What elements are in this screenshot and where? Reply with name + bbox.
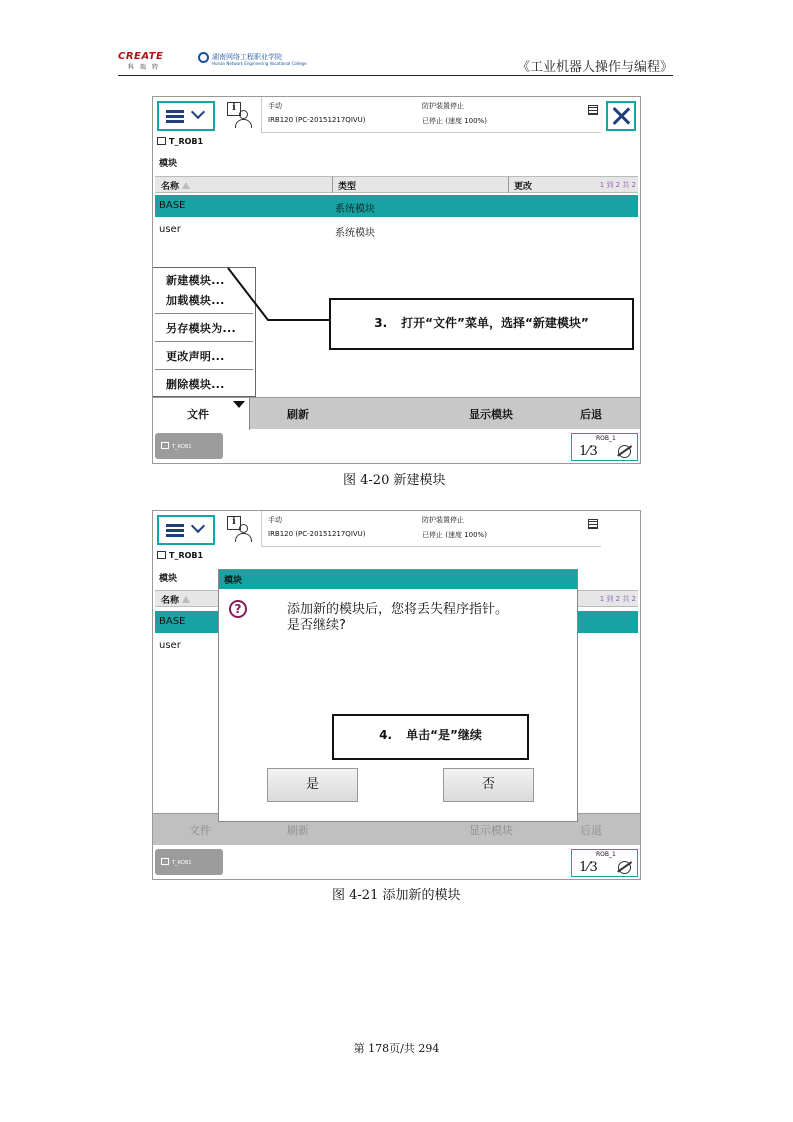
column-changed-header[interactable]: 更改 [514,182,533,192]
task-button[interactable]: T_ROB1 [155,849,223,875]
callout1-leader [228,268,329,320]
callout-step-3: 3. 打开“文件”菜单，选择“新建模块” [329,298,634,350]
safety-text: 防护装置停止 [422,516,464,524]
hamburger-icon [166,524,184,537]
menu-item-save-module-as[interactable]: 另存模块为... [166,322,236,335]
show-module-button[interactable]: 显示模块 [469,824,513,837]
flexpendant-screenshot-add-module-dialog [152,510,641,880]
menu-item-change-declaration[interactable]: 更改声明... [166,350,225,363]
page-number: 第 178页/共 294 [353,1042,440,1055]
pager-text: 1 到 2 共 2 [599,595,636,603]
task-bar [153,847,640,880]
back-button[interactable]: 后退 [580,824,602,837]
figure-caption: 图 4-21 添加新的模块 [332,888,461,903]
row-name: BASE [159,616,186,627]
state-text: 已停止 (速度 100%) [422,117,487,125]
row-type: 系统模块 [335,228,375,239]
dialog-message-line2: 是否继续? [287,618,346,633]
refresh-button[interactable]: 刷新 [287,408,309,421]
state-text: 已停止 (速度 100%) [422,531,487,539]
top-bar [153,511,640,551]
increment-fraction: 1⁄3 [579,444,598,459]
create-logo: CREATE [118,51,164,62]
dialog-title: 模块 [219,570,577,589]
figure-caption: 图 4-20 新建模块 [343,473,446,488]
row-type: 系统模块 [335,204,375,215]
increment-fraction: 1⁄3 [579,860,598,875]
menu-item-new-module[interactable]: 新建模块... [166,274,225,287]
controller-text: IRB120 (PC-20151217QIVU) [268,116,366,124]
column-name-header[interactable]: 名称 [161,593,190,606]
menu-item-load-module[interactable]: 加载模块... [166,294,225,307]
pager-text: 1 到 2 共 2 [599,181,636,189]
task-name: T_ROB1 [169,551,204,560]
speed-icon [618,861,631,874]
task-name: T_ROB1 [169,137,204,146]
controller-text: IRB120 (PC-20151217QIVU) [268,530,366,538]
rob-label: ROB_1 [596,435,616,442]
section-label: 模块 [159,574,178,584]
dialog-message-line1: 添加新的模块后，您将丢失程序指针。 [287,602,509,617]
operator-info-icon[interactable]: i [227,516,253,544]
menu-item-delete-module[interactable]: 删除模块... [166,378,225,391]
safety-text: 防护装置停止 [422,102,464,110]
callout-step-4: 4. 单击“是”继续 [332,714,529,760]
row-name: BASE [159,200,186,211]
file-label: 文件 [187,408,209,421]
column-name-header[interactable]: 名称 [161,179,190,192]
yes-button[interactable]: 是 [267,768,358,802]
mode-text: 手动 [268,516,282,524]
no-button[interactable]: 否 [443,768,534,802]
main-menu-button[interactable] [157,515,215,545]
task-line [157,551,203,560]
create-logo-subtitle: 科 瑞 特 [128,64,160,71]
school-name: 湖南网络工程职业学院 [212,53,282,61]
show-module-button[interactable]: 显示模块 [469,408,513,421]
book-title: 《工业机器人操作与编程》 [516,60,673,75]
sort-icon [182,596,190,603]
row-name: user [159,224,181,235]
row-name: user [159,640,181,651]
mode-text: 手动 [268,102,282,110]
confirm-dialog [218,569,578,822]
task-icon [157,551,166,559]
refresh-button[interactable]: 刷新 [287,824,309,837]
task-icon [161,858,169,865]
column-type-header[interactable]: 类型 [338,182,357,192]
task-button[interactable]: T_ROB1 [155,433,223,459]
back-button[interactable]: 后退 [580,408,602,421]
file-button[interactable]: 文件 [189,824,211,837]
quickset-button[interactable] [571,849,638,877]
rob-label: ROB_1 [596,851,616,858]
status-bar [261,511,601,547]
operator-info-icon[interactable]: i [227,102,253,130]
question-icon: ? [229,600,247,618]
school-name-english: Hunan Network Engineering Vocational College [212,61,307,66]
event-log-icon[interactable] [588,519,598,529]
chevron-down-icon [191,519,205,533]
section-label: 模块 [159,159,178,169]
